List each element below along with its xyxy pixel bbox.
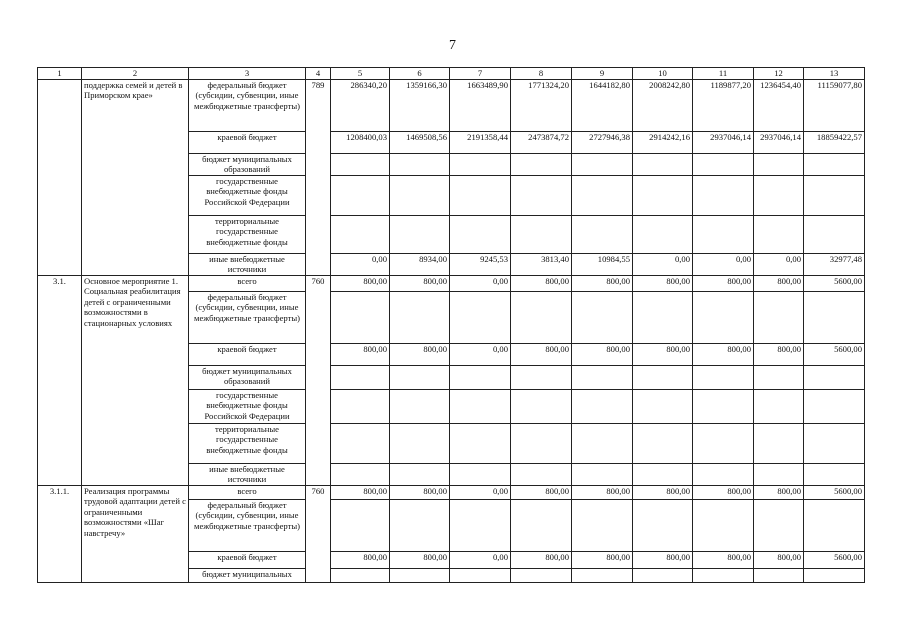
value-cell: 2937046,14: [754, 131, 804, 153]
value-cell: 286340,20: [331, 79, 390, 131]
value-cell: [804, 175, 865, 215]
value-cell: [633, 499, 693, 551]
item-name: Основное мероприятие 1. Социальная реабилитация детей с ограниченными возможностями в стационарных условиях: [82, 275, 189, 485]
value-cell: [693, 423, 754, 463]
value-cell: 5600,00: [804, 275, 865, 291]
value-cell: [450, 153, 511, 175]
value-cell: [511, 463, 572, 485]
value-cell: [331, 153, 390, 175]
funding-source: федеральный бюджет (субсидии, субвенции, иные межбюджетные трансферты): [189, 499, 306, 551]
value-cell: [511, 423, 572, 463]
value-cell: 1208400,03: [331, 131, 390, 153]
value-cell: 800,00: [331, 551, 390, 568]
value-cell: [511, 499, 572, 551]
value-cell: [754, 499, 804, 551]
value-cell: [511, 215, 572, 253]
value-cell: 800,00: [633, 275, 693, 291]
value-cell: 800,00: [572, 343, 633, 365]
value-cell: 2914242,16: [633, 131, 693, 153]
column-number: 13: [804, 68, 865, 80]
column-number: 1: [38, 68, 82, 80]
value-cell: [633, 365, 693, 389]
funding-source: иные внебюджетные источники: [189, 253, 306, 275]
value-cell: 0,00: [450, 275, 511, 291]
value-cell: 0,00: [450, 551, 511, 568]
value-cell: [754, 463, 804, 485]
value-cell: [390, 153, 450, 175]
value-cell: 10984,55: [572, 253, 633, 275]
column-number: 5: [331, 68, 390, 80]
value-cell: 800,00: [390, 275, 450, 291]
table-row: [38, 275, 865, 291]
funding-source: всего: [189, 485, 306, 499]
value-cell: [331, 215, 390, 253]
value-cell: 800,00: [511, 485, 572, 499]
value-cell: [754, 291, 804, 343]
value-cell: [331, 175, 390, 215]
value-cell: 5600,00: [804, 343, 865, 365]
value-cell: [804, 389, 865, 423]
value-cell: [804, 499, 865, 551]
funding-source: бюджет муниципальных: [189, 568, 306, 582]
value-cell: [450, 389, 511, 423]
value-cell: 800,00: [633, 551, 693, 568]
value-cell: [693, 499, 754, 551]
value-cell: 800,00: [572, 551, 633, 568]
value-cell: 800,00: [572, 275, 633, 291]
value-cell: 800,00: [331, 485, 390, 499]
value-cell: 9245,53: [450, 253, 511, 275]
value-cell: [390, 365, 450, 389]
program-code: 789: [306, 79, 331, 275]
value-cell: 2727946,38: [572, 131, 633, 153]
value-cell: 0,00: [633, 253, 693, 275]
value-cell: 800,00: [754, 485, 804, 499]
value-cell: 800,00: [633, 485, 693, 499]
value-cell: [572, 499, 633, 551]
funding-source: всего: [189, 275, 306, 291]
column-number: 4: [306, 68, 331, 80]
value-cell: [633, 568, 693, 582]
value-cell: [633, 291, 693, 343]
value-cell: 800,00: [754, 551, 804, 568]
value-cell: [331, 365, 390, 389]
value-cell: [633, 389, 693, 423]
value-cell: [390, 463, 450, 485]
value-cell: [804, 463, 865, 485]
value-cell: [572, 291, 633, 343]
value-cell: [390, 499, 450, 551]
funding-source: территориальные государственные внебюджетные фонды: [189, 423, 306, 463]
item-index: [38, 79, 82, 275]
value-cell: [450, 499, 511, 551]
value-cell: [633, 215, 693, 253]
value-cell: [390, 423, 450, 463]
value-cell: [390, 568, 450, 582]
column-number: 8: [511, 68, 572, 80]
value-cell: [693, 175, 754, 215]
value-cell: 1359166,30: [390, 79, 450, 131]
value-cell: [511, 365, 572, 389]
program-code: 760: [306, 275, 331, 485]
value-cell: [633, 423, 693, 463]
value-cell: [804, 291, 865, 343]
value-cell: 5600,00: [804, 551, 865, 568]
value-cell: [633, 175, 693, 215]
value-cell: [754, 153, 804, 175]
value-cell: 1236454,40: [754, 79, 804, 131]
value-cell: 800,00: [511, 275, 572, 291]
funding-source: государственные внебюджетные фонды Российской Федерации: [189, 389, 306, 423]
value-cell: [450, 175, 511, 215]
value-cell: [331, 499, 390, 551]
value-cell: [511, 175, 572, 215]
value-cell: 0,00: [754, 253, 804, 275]
value-cell: 8934,00: [390, 253, 450, 275]
value-cell: 800,00: [754, 275, 804, 291]
value-cell: 1469508,56: [390, 131, 450, 153]
value-cell: 2473874,72: [511, 131, 572, 153]
value-cell: 11159077,80: [804, 79, 865, 131]
table-row: [38, 485, 865, 499]
value-cell: [511, 291, 572, 343]
value-cell: 800,00: [633, 343, 693, 365]
value-cell: [390, 389, 450, 423]
value-cell: [390, 215, 450, 253]
column-number: 12: [754, 68, 804, 80]
value-cell: [693, 463, 754, 485]
value-cell: [331, 463, 390, 485]
funding-source: краевой бюджет: [189, 343, 306, 365]
value-cell: [450, 291, 511, 343]
value-cell: 1663489,90: [450, 79, 511, 131]
value-cell: 800,00: [693, 343, 754, 365]
value-cell: [572, 568, 633, 582]
value-cell: 0,00: [450, 343, 511, 365]
value-cell: 18859422,57: [804, 131, 865, 153]
value-cell: 32977,48: [804, 253, 865, 275]
funding-source: краевой бюджет: [189, 131, 306, 153]
funding-source: территориальные государственные внебюджетные фонды: [189, 215, 306, 253]
value-cell: [693, 215, 754, 253]
value-cell: [450, 568, 511, 582]
value-cell: 1771324,20: [511, 79, 572, 131]
funding-source: иные внебюджетные источники: [189, 463, 306, 485]
value-cell: 800,00: [331, 275, 390, 291]
funding-source: бюджет муниципальных образований: [189, 153, 306, 175]
value-cell: 800,00: [390, 551, 450, 568]
funding-source: федеральный бюджет (субсидии, субвенции, иные межбюджетные трансферты): [189, 79, 306, 131]
header-row: [38, 68, 865, 80]
program-code: 760: [306, 485, 331, 582]
column-number: 2: [82, 68, 189, 80]
value-cell: [804, 153, 865, 175]
value-cell: [390, 175, 450, 215]
value-cell: [450, 215, 511, 253]
funding-source: краевой бюджет: [189, 551, 306, 568]
column-number: 11: [693, 68, 754, 80]
funding-source: бюджет муниципальных образований: [189, 365, 306, 389]
value-cell: [331, 389, 390, 423]
value-cell: [754, 175, 804, 215]
value-cell: 800,00: [390, 343, 450, 365]
value-cell: [693, 153, 754, 175]
page-number: 7: [449, 38, 456, 53]
value-cell: [693, 568, 754, 582]
value-cell: 1189877,20: [693, 79, 754, 131]
value-cell: 0,00: [450, 485, 511, 499]
value-cell: 800,00: [693, 275, 754, 291]
column-number: 6: [390, 68, 450, 80]
value-cell: [511, 568, 572, 582]
column-number: 9: [572, 68, 633, 80]
value-cell: [804, 365, 865, 389]
value-cell: [804, 423, 865, 463]
value-cell: [450, 463, 511, 485]
column-number: 3: [189, 68, 306, 80]
value-cell: [804, 568, 865, 582]
value-cell: [331, 423, 390, 463]
funding-source: федеральный бюджет (субсидии, субвенции, иные межбюджетные трансферты): [189, 291, 306, 343]
value-cell: [572, 423, 633, 463]
value-cell: 800,00: [511, 343, 572, 365]
column-number: 10: [633, 68, 693, 80]
value-cell: [331, 291, 390, 343]
value-cell: 2191358,44: [450, 131, 511, 153]
value-cell: 2937046,14: [693, 131, 754, 153]
value-cell: [754, 389, 804, 423]
value-cell: [572, 463, 633, 485]
value-cell: [390, 291, 450, 343]
value-cell: [572, 175, 633, 215]
value-cell: 0,00: [693, 253, 754, 275]
value-cell: [633, 463, 693, 485]
value-cell: [633, 153, 693, 175]
funding-source: государственные внебюджетные фонды Российской Федерации: [189, 175, 306, 215]
value-cell: [754, 568, 804, 582]
value-cell: 2008242,80: [633, 79, 693, 131]
value-cell: [804, 215, 865, 253]
item-index: 3.1.1.: [38, 485, 82, 582]
value-cell: [450, 423, 511, 463]
value-cell: [693, 389, 754, 423]
value-cell: [693, 291, 754, 343]
value-cell: [572, 389, 633, 423]
value-cell: [572, 365, 633, 389]
value-cell: 800,00: [693, 485, 754, 499]
value-cell: 800,00: [572, 485, 633, 499]
value-cell: 3813,40: [511, 253, 572, 275]
value-cell: [754, 423, 804, 463]
item-index: 3.1.: [38, 275, 82, 485]
column-number: 7: [450, 68, 511, 80]
value-cell: 800,00: [511, 551, 572, 568]
value-cell: 5600,00: [804, 485, 865, 499]
value-cell: [754, 215, 804, 253]
value-cell: 0,00: [331, 253, 390, 275]
value-cell: [572, 215, 633, 253]
value-cell: [511, 153, 572, 175]
value-cell: [572, 153, 633, 175]
value-cell: [754, 365, 804, 389]
value-cell: 1644182,80: [572, 79, 633, 131]
value-cell: [511, 389, 572, 423]
value-cell: [331, 568, 390, 582]
value-cell: 800,00: [390, 485, 450, 499]
value-cell: 800,00: [754, 343, 804, 365]
item-name: Реализация программы трудовой адаптации детей с ограниченными возможностями «Шаг навстречу»: [82, 485, 189, 582]
item-name: поддержка семей и детей в Приморском крае»: [82, 79, 189, 275]
value-cell: [693, 365, 754, 389]
table-row: [38, 79, 865, 131]
value-cell: [450, 365, 511, 389]
budget-table: [37, 67, 865, 583]
value-cell: 800,00: [693, 551, 754, 568]
value-cell: 800,00: [331, 343, 390, 365]
